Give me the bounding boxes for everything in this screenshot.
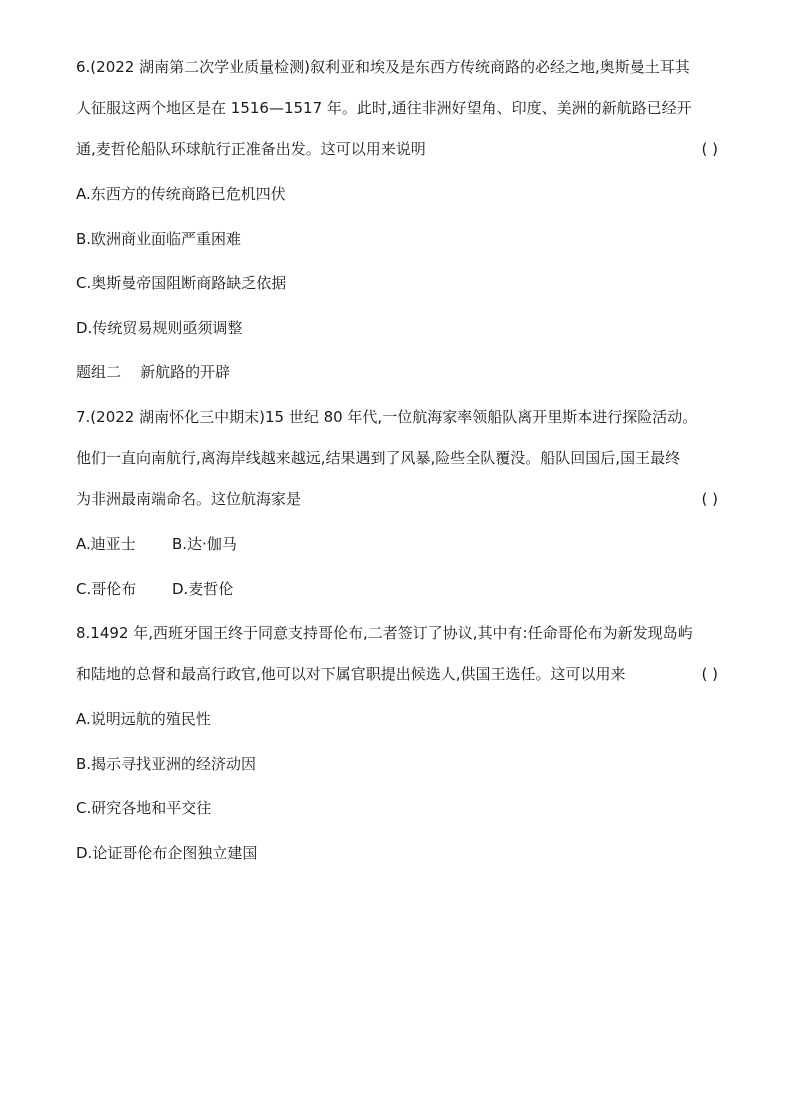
- question-7-line-1: 7.(2022 湖南怀化三中期末)15 世纪 80 年代,一位航海家率领船队离开里斯本进行探险活动。: [76, 408, 698, 426]
- question-7-option-b: B.达·伽马: [172, 535, 237, 553]
- question-6-line-3-text: 通,麦哲伦船队环球航行正准备出发。这可以用来说明: [76, 140, 426, 158]
- answer-blank: ( ): [701, 490, 718, 508]
- question-7-option-d: D.麦哲伦: [172, 579, 234, 598]
- question-8-line-2: [76, 663, 718, 685]
- question-8-line-2-text: 和陆地的总督和最高行政官,他可以对下属官职提出候选人,供国王选任。这可以用来: [76, 665, 626, 683]
- question-7: [76, 406, 718, 600]
- question-6-line-1: 6.(2022 湖南第二次学业质量检测)叙利亚和埃及是东西方传统商路的必经之地,奥斯曼土耳其: [76, 58, 690, 76]
- question-6-line-3: [76, 138, 718, 160]
- question-7-line-3: [76, 488, 718, 510]
- question-6-option-c: C.奥斯曼帝国阻断商路缺乏依据: [76, 274, 287, 292]
- question-6-line-2: 人征服这两个地区是在 1516—1517 年。此时,通往非洲好望角、印度、美洲的新航路已经开: [76, 99, 692, 117]
- question-7-options-row-2: [76, 578, 718, 600]
- section-heading: 题组二 新航路的开辟: [76, 363, 231, 381]
- question-7-line-2: 他们一直向南航行,离海岸线越来越远,结果遇到了风暴,险些全队覆没。船队回国后,国王最终: [76, 449, 681, 467]
- question-6: [76, 56, 718, 339]
- question-7-option-c: C.哥伦布: [76, 579, 137, 598]
- question-8: [76, 622, 718, 864]
- question-8-line-1: 8.1492 年,西班牙国王终于同意支持哥伦布,二者签订了协议,其中有:任命哥伦布为新发现岛屿: [76, 624, 693, 642]
- question-8-option-d: D.论证哥伦布企图独立建国: [76, 843, 258, 862]
- answer-blank: ( ): [701, 140, 718, 158]
- question-8-option-a: A.说明远航的殖民性: [76, 710, 211, 728]
- question-6-option-b: B.欧洲商业面临严重困难: [76, 229, 242, 248]
- question-7-line-3-text: 为非洲最南端命名。这位航海家是: [76, 490, 302, 508]
- question-7-option-a: A.迪亚士: [76, 535, 136, 553]
- exam-page: [76, 56, 718, 886]
- answer-blank: ( ): [701, 665, 718, 683]
- question-7-options-row-1: [76, 533, 718, 555]
- question-8-option-c: C.研究各地和平交往: [76, 799, 212, 817]
- question-6-option-a: A.东西方的传统商路已危机四伏: [76, 185, 286, 203]
- question-8-option-b: B.揭示寻找亚洲的经济动因: [76, 754, 257, 773]
- question-6-option-d: D.传统贸易规则亟须调整: [76, 318, 243, 337]
